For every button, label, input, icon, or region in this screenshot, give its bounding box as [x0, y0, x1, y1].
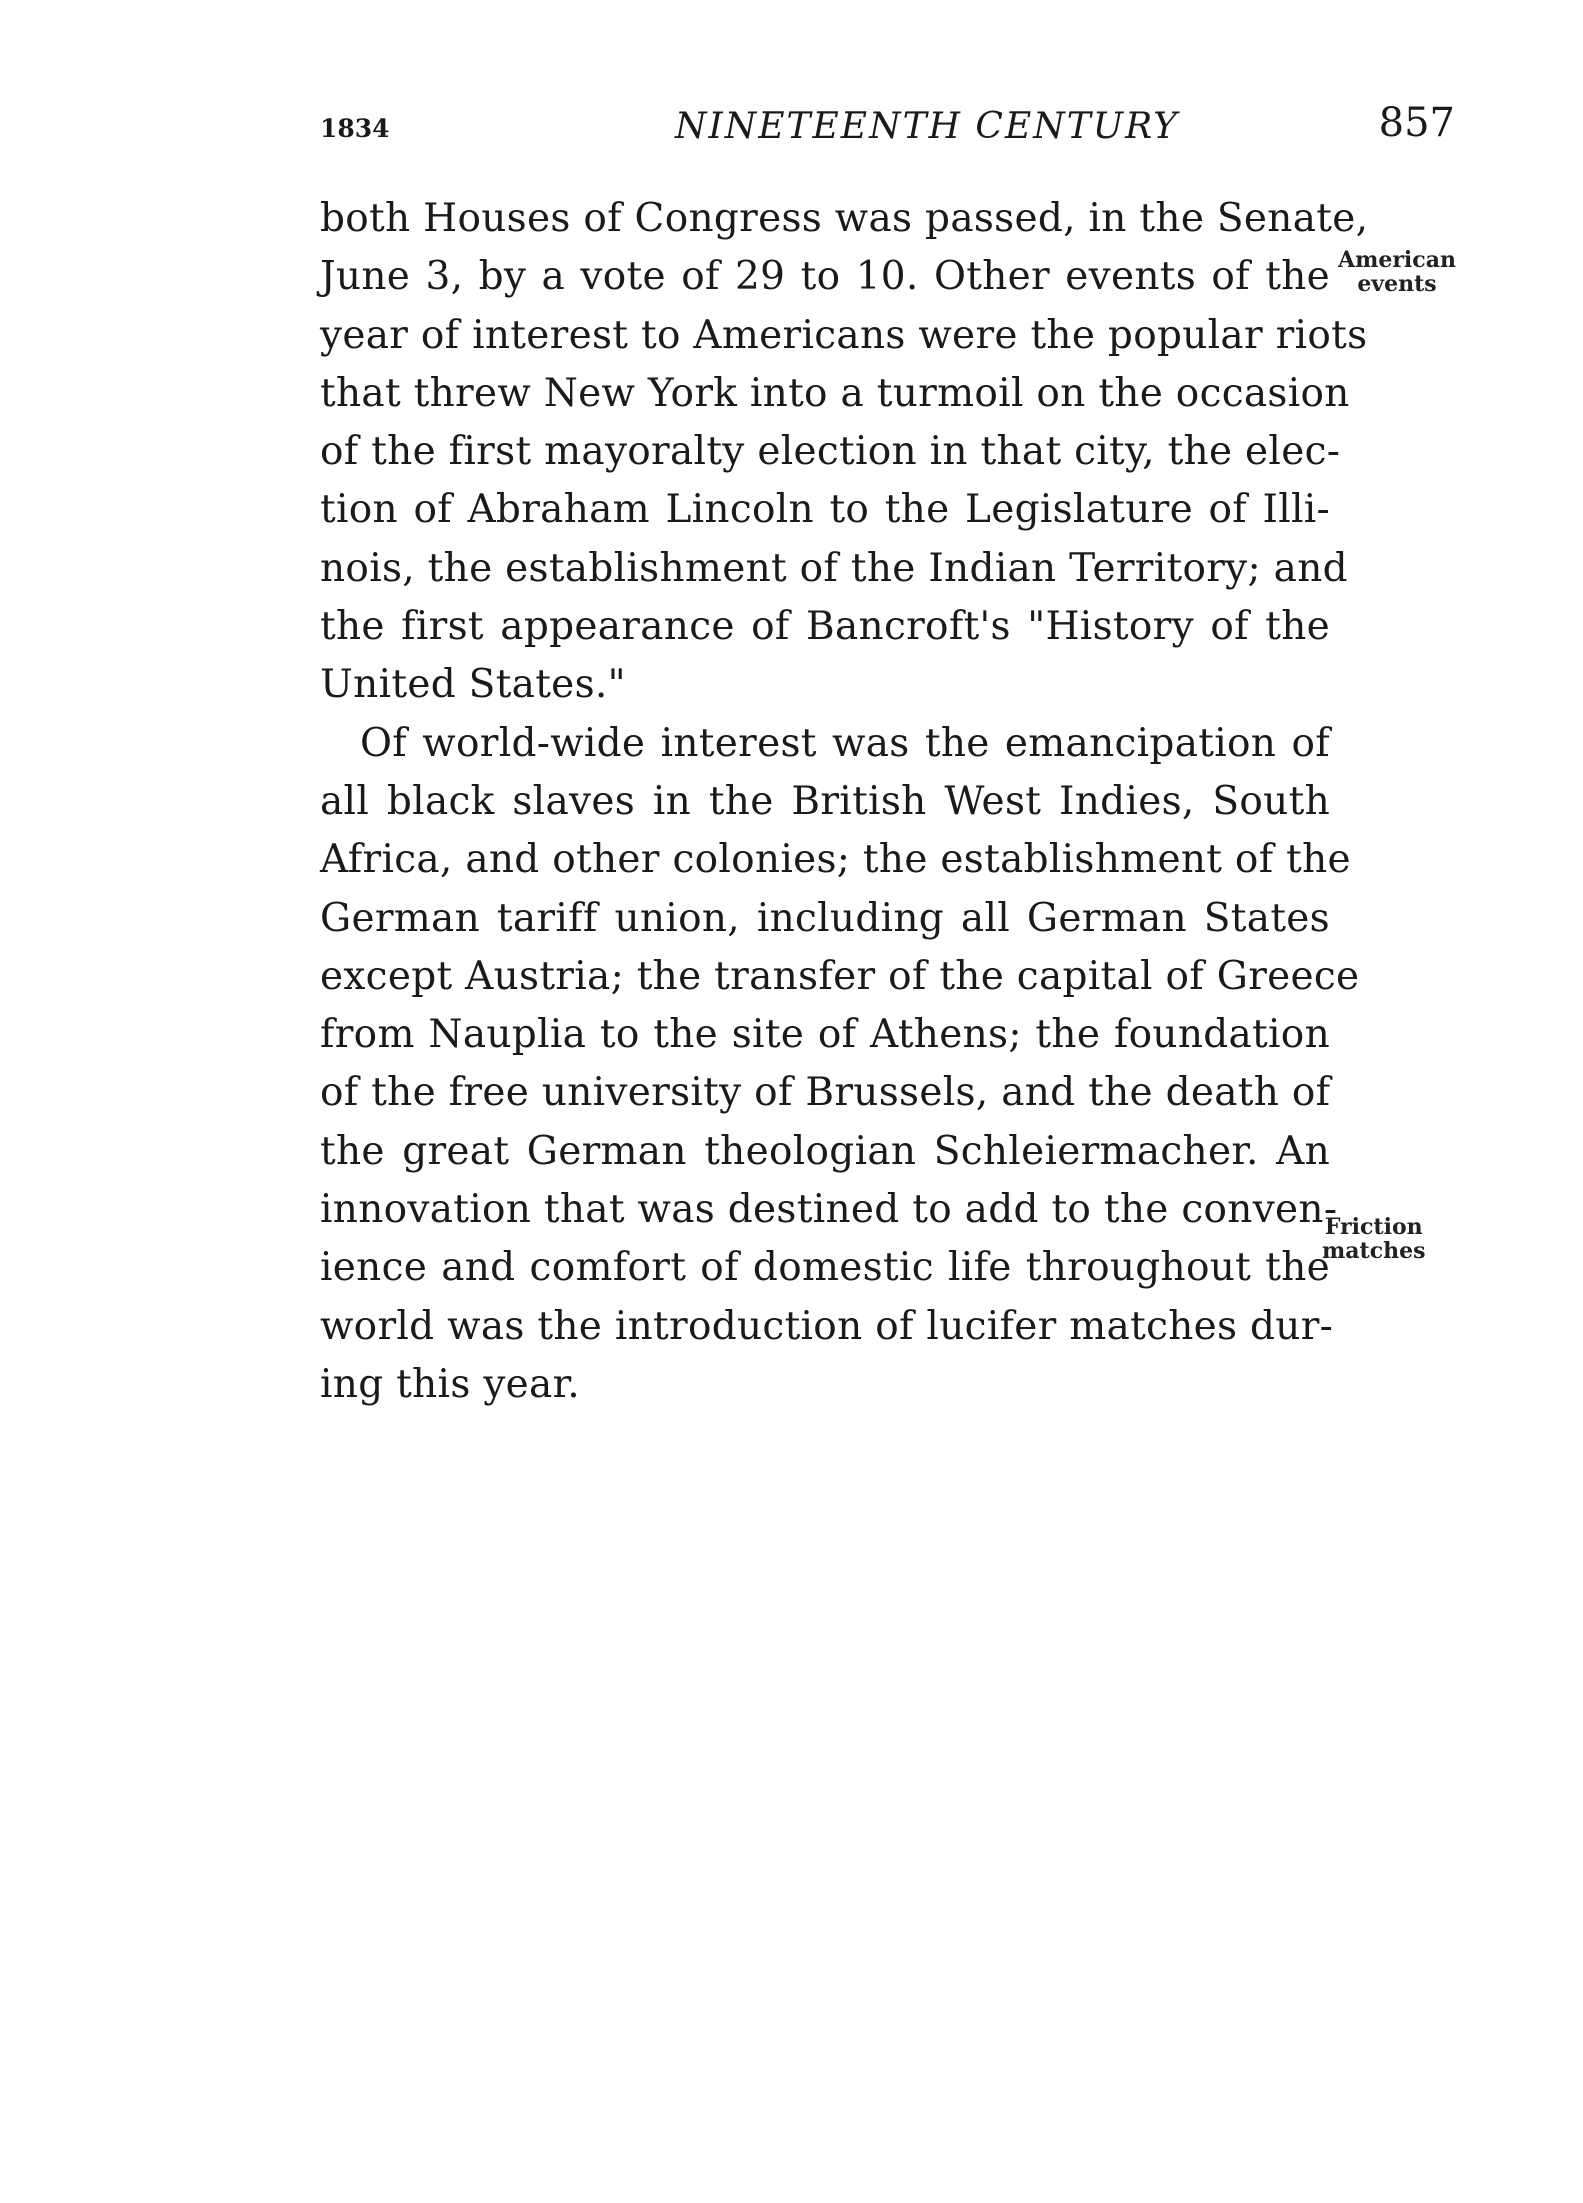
text-line: Of world-wide interest was the emancipation of	[360, 720, 1330, 766]
text-line: innovation that was destined to add to the conven-	[320, 1187, 1338, 1233]
margin-note-friction-matches	[1322, 1215, 1425, 1263]
text-line: tion of Abraham Lincoln to the Legislature of Illi-	[320, 487, 1330, 533]
text-line: United States."	[320, 662, 626, 708]
margin-note-line: Friction	[1324, 1214, 1423, 1240]
margin-note-line: events	[1357, 271, 1437, 297]
text-line: both Houses of Congress was passed, in the Senate,	[320, 196, 1369, 241]
text-line: Africa, and other colonies; the establishment of the	[320, 837, 1351, 883]
paragraph-1	[320, 190, 1369, 715]
text-line: the great German theologian Schleiermacher. An	[320, 1128, 1330, 1174]
text-line: all black slaves in the British West Indies, South	[320, 778, 1330, 824]
text-line: nois, the establishment of the Indian Territory; and	[320, 545, 1348, 591]
text-line: from Nauplia to the site of Athens; the foundation	[320, 1012, 1330, 1058]
text-line: ing this year.	[320, 1361, 580, 1407]
text-line: German tariff union, including all German States	[320, 895, 1330, 941]
text-line: ience and comfort of domestic life throughout the	[320, 1245, 1330, 1291]
text-line: the first appearance of Bancroft's "History of the	[320, 604, 1330, 650]
running-title: NINETEENTH CENTURY	[675, 106, 1179, 147]
paragraph-2	[320, 715, 1360, 1415]
page-header	[320, 100, 1455, 160]
text-line: year of interest to Americans were the popular riots	[320, 312, 1368, 358]
text-line: except Austria; the transfer of the capital of Greece	[320, 953, 1360, 999]
margin-note-line: American	[1338, 247, 1456, 273]
text-line: world was the introduction of lucifer matches dur-	[320, 1303, 1334, 1349]
margin-note-american-events	[1338, 248, 1456, 296]
text-line: that threw New York into a turmoil on the occasion	[320, 370, 1350, 416]
text-line: of the free university of Brussels, and the death of	[320, 1070, 1331, 1116]
header-year: 1834	[320, 114, 390, 143]
page-number: 857	[1378, 100, 1455, 146]
margin-note-line: matches	[1322, 1238, 1426, 1264]
text-line: of the first mayoralty election in that city, the elec-	[320, 429, 1341, 475]
body-text	[320, 190, 1369, 1414]
text-line: June 3, by a vote of 29 to 10. Other events of the	[320, 254, 1330, 300]
